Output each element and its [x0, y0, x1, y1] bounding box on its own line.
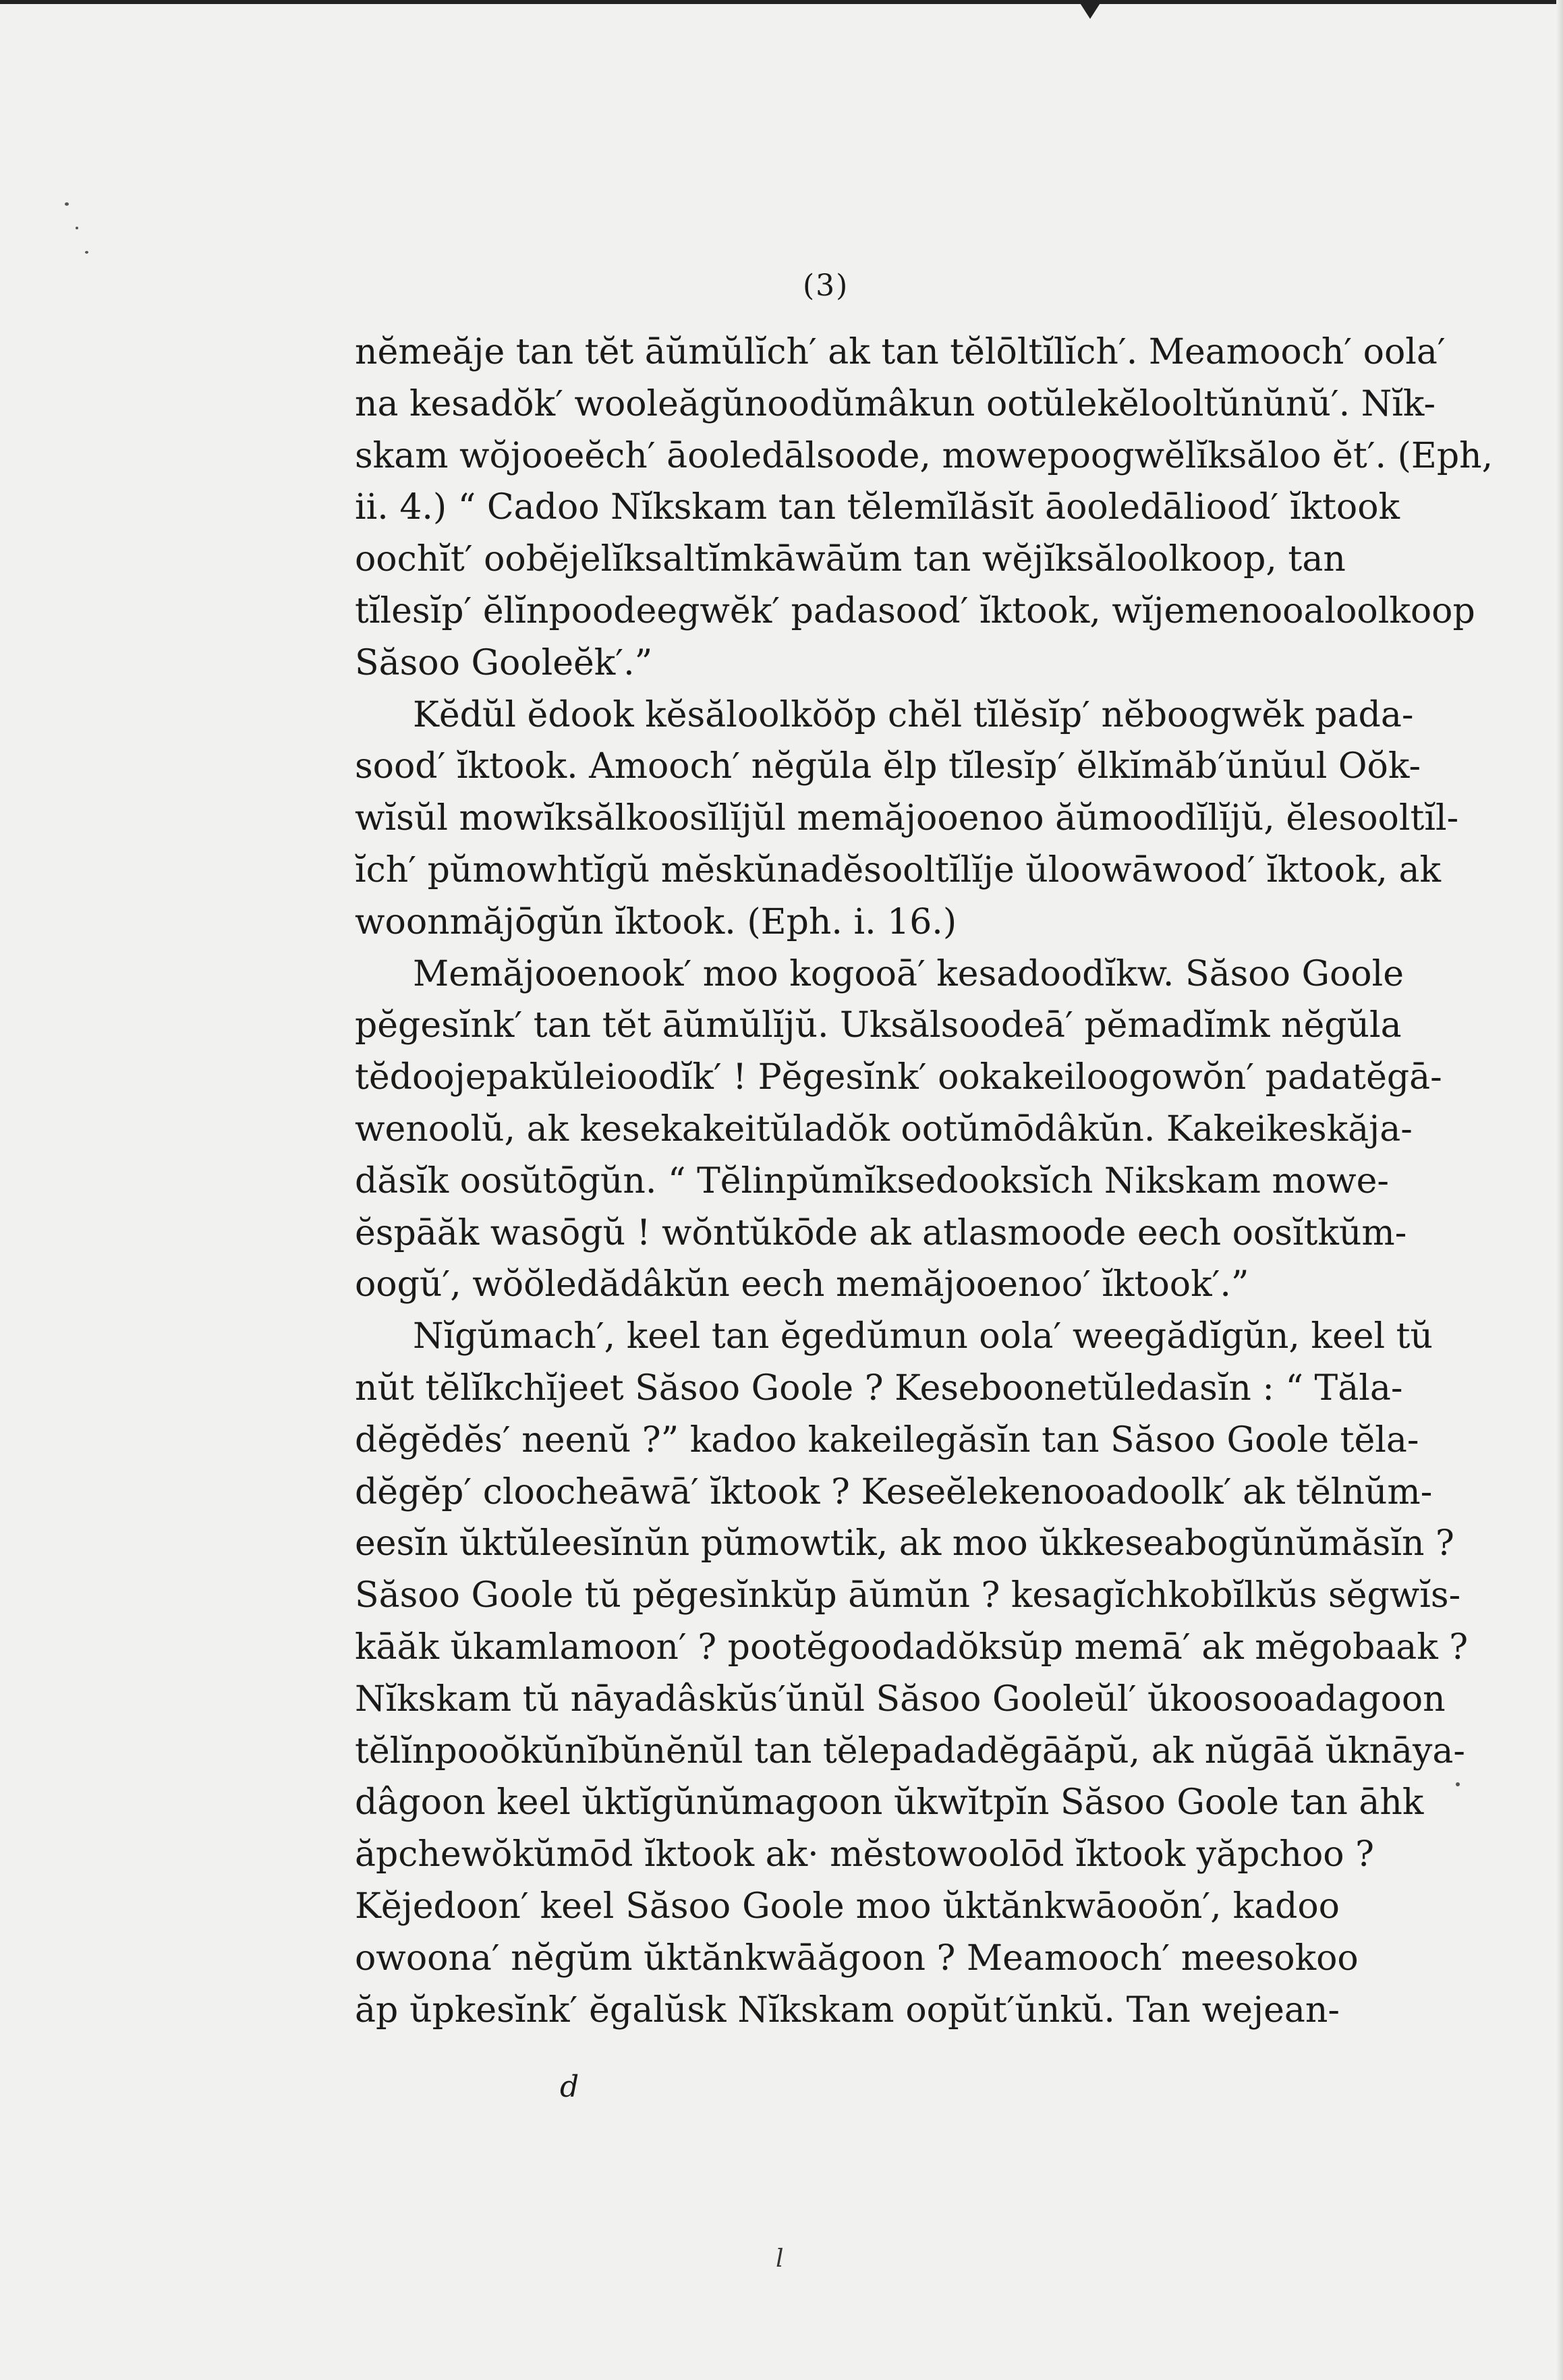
text-line: Nĭgŭmach′, keel tan ĕgedŭmun oola′ weegădĭgŭn, keel tŭ — [413, 1316, 1433, 1357]
text-line: oochĭt′ oobĕjelĭksaltĭmkāwāŭm tan wĕjĭksăloolkoop, tan — [355, 539, 1346, 580]
text-line: ĕspāăk wasōgŭ ! wŏntŭkōde ak atlasmoode eech oosĭtkŭm- — [355, 1212, 1407, 1253]
dust-speck — [65, 202, 69, 206]
dust-speck — [1456, 1782, 1460, 1786]
text-line: ăp ŭpkesĭnk′ ĕgalŭsk Nĭkskam oopŭt′ŭnkŭ. Tan wejean- — [355, 1989, 1340, 2031]
text-line: ii. 4.) “ Cadoo Nĭkskam tan tĕlemĭlăsĭt āooledāliood′ ĭktook — [355, 487, 1400, 528]
text-line: tĕdoojepakŭleioodĭk′ ! Pĕgesĭnk′ ookakeiloogowŏn′ padatĕgā- — [355, 1057, 1442, 1098]
text-line: eesĭn ŭktŭleesĭnŭn pŭmowtik, ak moo ŭkkeseabogŭnŭmăsĭn ? — [355, 1523, 1454, 1564]
text-line: kāăk ŭkamlamoon′ ? pootĕgoodadŏksŭp memā′ ak mĕgobaak ? — [355, 1626, 1469, 1668]
text-line: nĕmeăje tan tĕt āŭmŭlĭch′ ak tan tĕlōltĭlĭch′. Meamooch′ oola′ — [355, 332, 1446, 372]
text-line: Kĕdŭl ĕdook kĕsăloolkŏŏp chĕl tĭlĕsĭp′ nĕboogwĕk pada- — [413, 694, 1414, 735]
text-line: skam wŏjooeĕch′ āooledālsoode, mowepoogwĕlĭksăloo ĕt′. (Eph, — [355, 435, 1494, 476]
text-line: wĭsŭl mowĭksălkoosĭlĭjŭl memăjooenoo ăŭmoodĭlĭjŭ, ĕlesooltĭl- — [355, 798, 1459, 839]
scan-right-edge — [1556, 0, 1563, 2380]
text-line: owoona′ nĕgŭm ŭktănkwāăgoon ? Meamooch′ meesokoo — [355, 1937, 1359, 1979]
text-line: Kĕjedoon′ keel Săsoo Goole moo ŭktănkwāooŏn′, kadoo — [355, 1886, 1340, 1927]
dust-speck — [76, 227, 78, 229]
text-line: Memăjooenook′ moo kogooā′ kesadoodĭkw. Săsoo Goole — [413, 953, 1404, 994]
text-line: Nĭkskam tŭ nāyadâskŭs′ŭnŭl Săsoo Gooleŭl′ ŭkoosooadagoon — [355, 1678, 1446, 1720]
text-line: dăsĭk oosŭtōgŭn. “ Tĕlinpŭmĭksedooksĭch Nikskam mowe- — [355, 1160, 1389, 1201]
text-line: woonmăjōgŭn ĭktook. (Eph. i. 16.) — [355, 901, 957, 942]
text-line: na kesadŏk′ wooleăgŭnoodŭmâkun ootŭlekĕlooltŭnŭnŭ′. Nĭk- — [355, 383, 1436, 424]
text-line: pĕgesĭnk′ tan tĕt āŭmŭlĭjŭ. Uksălsoodeā′ pĕmadĭmk nĕgŭla — [355, 1005, 1402, 1046]
text-line: nŭt tĕlĭkchĭjeet Săsoo Goole ? Keseboonetŭledasĭn : “ Tăla- — [355, 1367, 1403, 1409]
text-line: sood′ ĭktook. Amooch′ nĕgŭla ĕlp tĭlesĭp′ ĕlkĭmăb′ŭnŭul Oŏk- — [355, 746, 1421, 787]
scan-top-edge — [0, 0, 1563, 4]
text-line: tĕlĭnpooŏkŭnĭbŭnĕnŭl tan tĕlepadadĕgāăpŭ, ak nŭgāă ŭknāya- — [355, 1730, 1465, 1772]
page-number: (3) — [803, 268, 849, 303]
text-line: dĕgĕp′ cloocheāwā′ ĭktook ? Keseĕlekenooadoolk′ ak tĕlnŭm- — [355, 1471, 1433, 1512]
text-line: wenoolŭ, ak kesekakeitŭladŏk ootŭmōdâkŭn. Kakeikeskăja- — [355, 1108, 1413, 1150]
signature-mark: d — [560, 2070, 579, 2104]
text-line: tĭlesĭp′ ĕlĭnpoodeegwĕk′ padasood′ ĭktook, wĭjemenooaloolkoop — [355, 590, 1475, 631]
text-line: ĭch′ pŭmowhtĭgŭ mĕskŭnadĕsooltĭlĭje ŭloowāwood′ ĭktook, ak — [355, 849, 1441, 890]
bottom-mark: l — [776, 2245, 784, 2273]
text-line: ăpchewŏkŭmōd ĭktook ak· mĕstowoolōd ĭktook yăpchoo ? — [355, 1834, 1375, 1875]
text-line: Săsoo Gooleĕk′.” — [355, 642, 653, 683]
dust-speck — [85, 251, 88, 254]
text-line: oogŭ′, wŏŏledădâkŭn eech memăjooenoo′ ĭktook′.” — [355, 1264, 1249, 1305]
text-body — [355, 327, 1494, 2036]
text-line: dĕgĕdĕs′ neenŭ ?” kadoo kakeilegăsĭn tan Săsoo Goole tĕla- — [355, 1419, 1419, 1461]
text-line: Săsoo Goole tŭ pĕgesĭnkŭp āŭmŭn ? kesagĭchkobĭlkŭs sĕgwĭs- — [355, 1575, 1461, 1616]
text-line: dâgoon keel ŭktĭgŭnŭmagoon ŭkwĭtpĭn Săsoo Goole tan āhk — [355, 1782, 1424, 1823]
scan-notch — [1078, 0, 1102, 19]
